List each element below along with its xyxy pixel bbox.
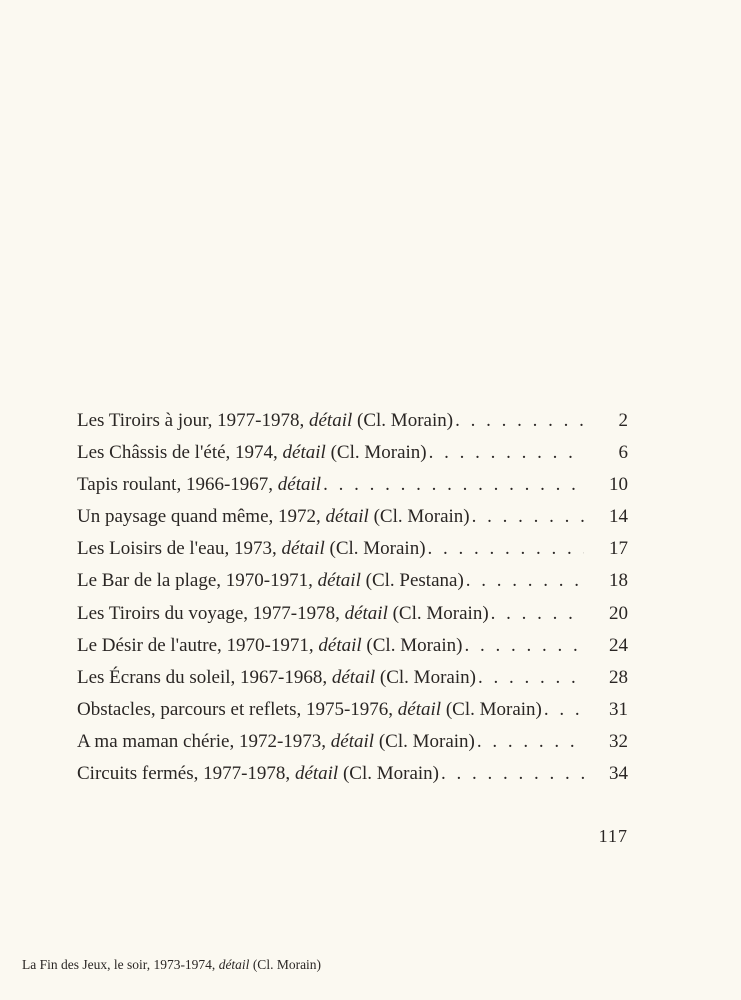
image-caption — [22, 957, 321, 973]
toc-entry — [77, 506, 628, 538]
dot-leader — [491, 603, 584, 625]
toc-entry-title: Tapis roulant, 1966-1967, — [77, 474, 278, 496]
toc-entry-credit: (Cl. Pestana) — [360, 570, 464, 592]
toc-entry-title: A ma maman chérie, 1972-1973, — [77, 730, 331, 752]
table-of-contents — [77, 410, 628, 795]
toc-entry-title: Circuits fermés, 1977-1978, — [77, 763, 295, 785]
dot-leader — [464, 635, 584, 657]
toc-entry — [77, 603, 628, 635]
toc-entry-credit: (Cl. Morain) — [441, 698, 542, 720]
toc-entry-text — [77, 474, 321, 496]
dot-leader — [478, 667, 584, 689]
toc-entry-text — [77, 442, 427, 464]
toc-entry-title: Un paysage quand même, 1972, — [77, 506, 326, 528]
toc-entry — [77, 570, 628, 602]
dot-leader — [466, 570, 584, 592]
dot-leader — [455, 410, 584, 432]
toc-entry-text — [77, 731, 475, 753]
toc-entry-credit: (Cl. Morain) — [387, 602, 489, 624]
dot-leader — [441, 763, 584, 785]
toc-entry-text — [77, 410, 453, 432]
toc-entry-text — [77, 667, 476, 689]
caption-title: La Fin des Jeux, le soir, 1973-1974, — [22, 957, 219, 972]
toc-entry-detail: détail — [309, 410, 353, 431]
toc-entry-text — [77, 603, 489, 625]
dot-leader — [544, 699, 584, 721]
toc-entry-page: 6 — [618, 442, 628, 464]
toc-entry-detail: détail — [325, 506, 369, 528]
toc-entry-text — [77, 506, 470, 528]
toc-entry-page: 10 — [609, 474, 628, 496]
dot-leader — [323, 474, 584, 496]
toc-entry — [77, 667, 628, 699]
caption-credit: (Cl. Morain) — [249, 957, 322, 972]
dot-leader — [477, 731, 584, 753]
toc-entry-text — [77, 699, 542, 721]
toc-entry — [77, 410, 628, 442]
toc-entry-detail: détail — [281, 538, 325, 560]
toc-entry-detail: détail — [397, 698, 442, 720]
toc-entry-page: 28 — [609, 666, 628, 688]
toc-entry-text — [77, 538, 426, 560]
toc-entry-detail: détail — [317, 570, 361, 592]
toc-entry-text — [77, 635, 462, 657]
toc-entry-page: 20 — [609, 602, 628, 624]
toc-entry-detail: détail — [294, 763, 339, 785]
toc-entry-page: 32 — [609, 730, 628, 752]
toc-entry-detail: détail — [277, 474, 322, 496]
toc-entry-credit: (Cl. Morain) — [375, 666, 476, 688]
toc-entry-detail: détail — [282, 442, 326, 464]
toc-entry-page: 31 — [609, 698, 628, 720]
dot-leader — [428, 538, 584, 560]
toc-entry-credit: (Cl. Morain) — [368, 506, 470, 528]
toc-entry — [77, 763, 628, 795]
toc-entry-title: Les Tiroirs à jour, 1977-1978, — [77, 410, 309, 431]
toc-entry-title: Le Désir de l'autre, 1970-1971, — [77, 634, 319, 656]
toc-entry-credit: (Cl. Morain) — [361, 634, 463, 656]
toc-entry-title: Obstacles, parcours et reflets, 1975-1976, — [77, 698, 398, 720]
toc-entry-detail: détail — [318, 634, 362, 656]
toc-entry-credit: (Cl. Morain) — [325, 442, 427, 464]
toc-entry-credit: (Cl. Morain) — [374, 730, 475, 752]
toc-entry — [77, 538, 628, 570]
toc-entry-page: 2 — [618, 410, 628, 431]
toc-entry-credit: (Cl. Morain) — [338, 763, 440, 785]
dot-leader — [472, 506, 584, 528]
toc-entry-page: 17 — [609, 538, 628, 560]
toc-entry-detail: détail — [344, 602, 388, 624]
toc-entry-page: 14 — [609, 506, 628, 528]
page-number: 117 — [598, 826, 628, 846]
toc-entry-page: 18 — [609, 570, 628, 592]
toc-entry-title: Les Écrans du soleil, 1967-1968, — [77, 666, 332, 688]
dot-leader — [429, 442, 584, 464]
toc-entry — [77, 635, 628, 667]
toc-entry-credit: (Cl. Morain) — [352, 410, 454, 431]
toc-entry-page: 24 — [609, 634, 628, 656]
toc-entry — [77, 699, 628, 731]
toc-entry-page: 34 — [609, 763, 628, 785]
toc-entry-detail: détail — [330, 730, 375, 752]
toc-entry — [77, 731, 628, 763]
toc-entry-credit: (Cl. Morain) — [324, 538, 426, 560]
toc-entry — [77, 442, 628, 474]
caption-detail: détail — [218, 957, 250, 972]
toc-entry-title: Les Tiroirs du voyage, 1977-1978, — [77, 602, 345, 624]
toc-entry-title: Le Bar de la plage, 1970-1971, — [77, 570, 318, 592]
toc-entry-text — [77, 570, 464, 592]
toc-entry-title: Les Loisirs de l'eau, 1973, — [77, 538, 282, 560]
toc-entry-detail: détail — [331, 666, 376, 688]
toc-entry-text — [77, 763, 439, 785]
toc-entry — [77, 474, 628, 506]
toc-entry-title: Les Châssis de l'été, 1974, — [77, 442, 283, 464]
